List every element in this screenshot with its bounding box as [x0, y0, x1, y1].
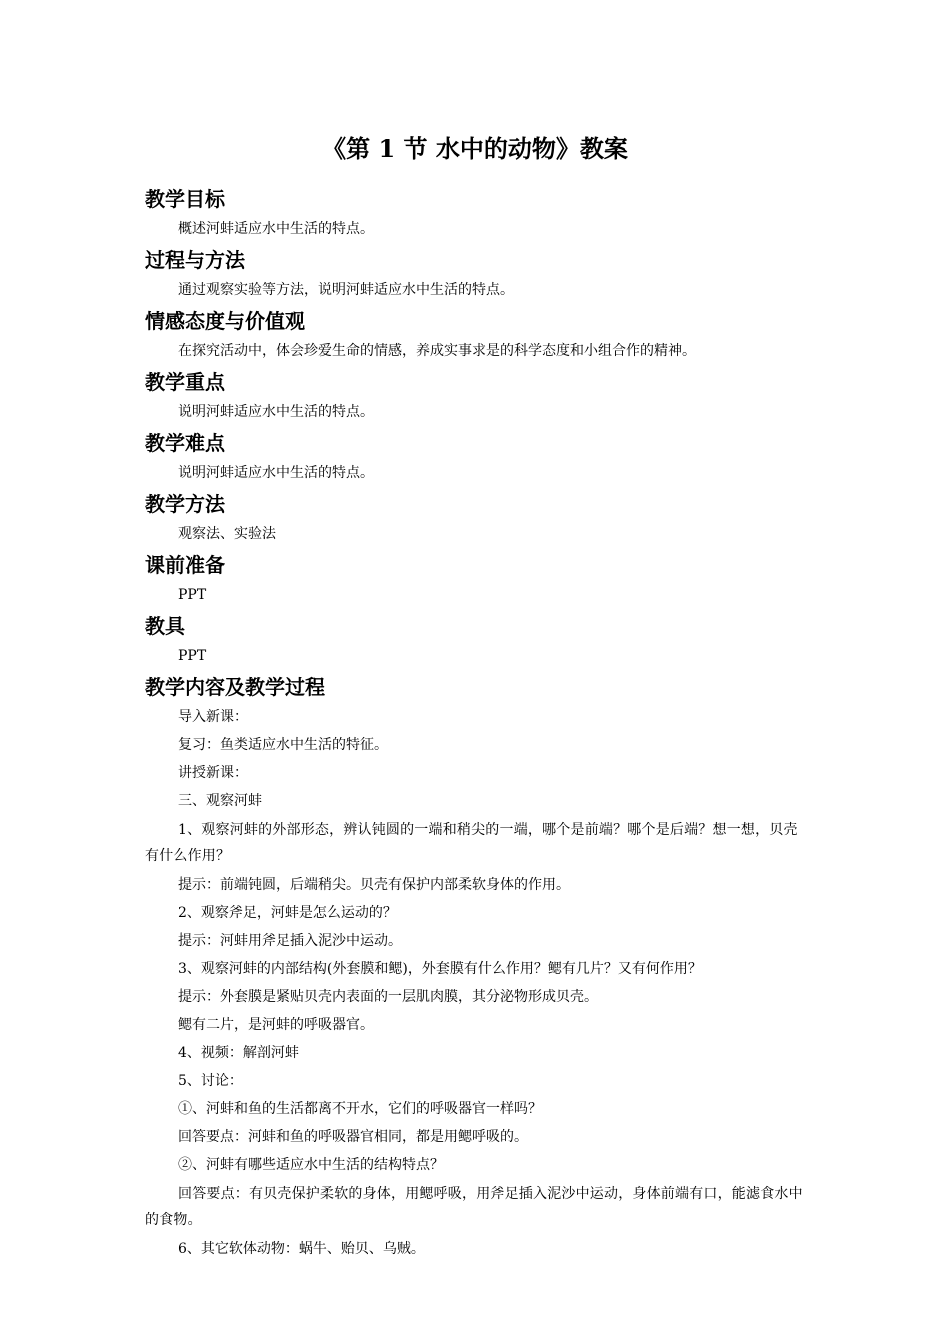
- paragraph: 说明河蚌适应水中生活的特点。: [178, 465, 374, 481]
- paragraph: 通过观察实验等方法，说明河蚌适应水中生活的特点。: [178, 282, 514, 298]
- heading-process-methods: 过程与方法: [145, 248, 245, 272]
- paragraph: 在探究活动中，体会珍爱生命的情感，养成实事求是的科学态度和小组合作的精神。: [178, 343, 696, 359]
- paragraph: 概述河蚌适应水中生活的特点。: [178, 221, 374, 237]
- paragraph: 4、视频：解剖河蚌: [178, 1045, 299, 1061]
- paragraph: 回答要点：河蚌和鱼的呼吸器官相同，都是用鳃呼吸的。: [178, 1129, 528, 1145]
- paragraph: 5、讨论：: [178, 1073, 243, 1089]
- heading-preparation: 课前准备: [145, 553, 225, 577]
- paragraph: ②、河蚌有哪些适应水中生活的结构特点？: [178, 1157, 444, 1173]
- document-body: [145, 184, 810, 1265]
- heading-difficulties: 教学难点: [145, 431, 225, 455]
- paragraph: 提示：外套膜是紧贴贝壳内表面的一层肌肉膜，其分泌物形成贝壳。: [178, 989, 598, 1005]
- paragraph: PPT: [178, 648, 207, 664]
- paragraph: 提示：河蚌用斧足插入泥沙中运动。: [178, 933, 402, 949]
- paragraph: 鳃有二片，是河蚌的呼吸器官。: [178, 1017, 374, 1033]
- heading-key-points: 教学重点: [145, 370, 225, 394]
- heading-attitude-values: 情感态度与价值观: [145, 309, 305, 333]
- paragraph: 3、观察河蚌的内部结构(外套膜和鳃)，外套膜有什么作用？鳃有几片？又有何作用？: [178, 961, 702, 977]
- heading-teaching-methods: 教学方法: [145, 492, 225, 516]
- paragraph: 6、其它软体动物：蜗牛、贻贝、乌贼。: [178, 1241, 425, 1257]
- paragraph: 观察法、实验法: [178, 526, 276, 542]
- paragraph: 讲授新课：: [178, 765, 248, 781]
- paragraph: 提示：前端钝圆，后端稍尖。贝壳有保护内部柔软身体的作用。: [178, 877, 570, 893]
- paragraph: 1、观察河蚌的外部形态，辨认钝圆的一端和稍尖的一端，哪个是前端？哪个是后端？想一想，贝壳有什么作用？: [145, 822, 798, 864]
- paragraph: 三、观察河蚌: [178, 793, 262, 809]
- paragraph: PPT: [178, 587, 207, 603]
- paragraph: 复习：鱼类适应水中生活的特征。: [178, 737, 388, 753]
- heading-teaching-aids: 教具: [145, 614, 185, 638]
- paragraph: 回答要点：有贝壳保护柔软的身体，用鳃呼吸，用斧足插入泥沙中运动，身体前端有口，能滤食水中的食物。: [145, 1186, 803, 1228]
- paragraph: 2、观察斧足，河蚌是怎么运动的？: [178, 905, 397, 921]
- heading-content-process: 教学内容及教学过程: [145, 675, 325, 699]
- heading-objectives: 教学目标: [145, 187, 225, 211]
- paragraph: 说明河蚌适应水中生活的特点。: [178, 404, 374, 420]
- paragraph: ①、河蚌和鱼的生活都离不开水，它们的呼吸器官一样吗？: [178, 1101, 542, 1117]
- paragraph: 导入新课：: [178, 709, 248, 725]
- document-title: 《第 1 节 水中的动物》教案: [322, 134, 628, 163]
